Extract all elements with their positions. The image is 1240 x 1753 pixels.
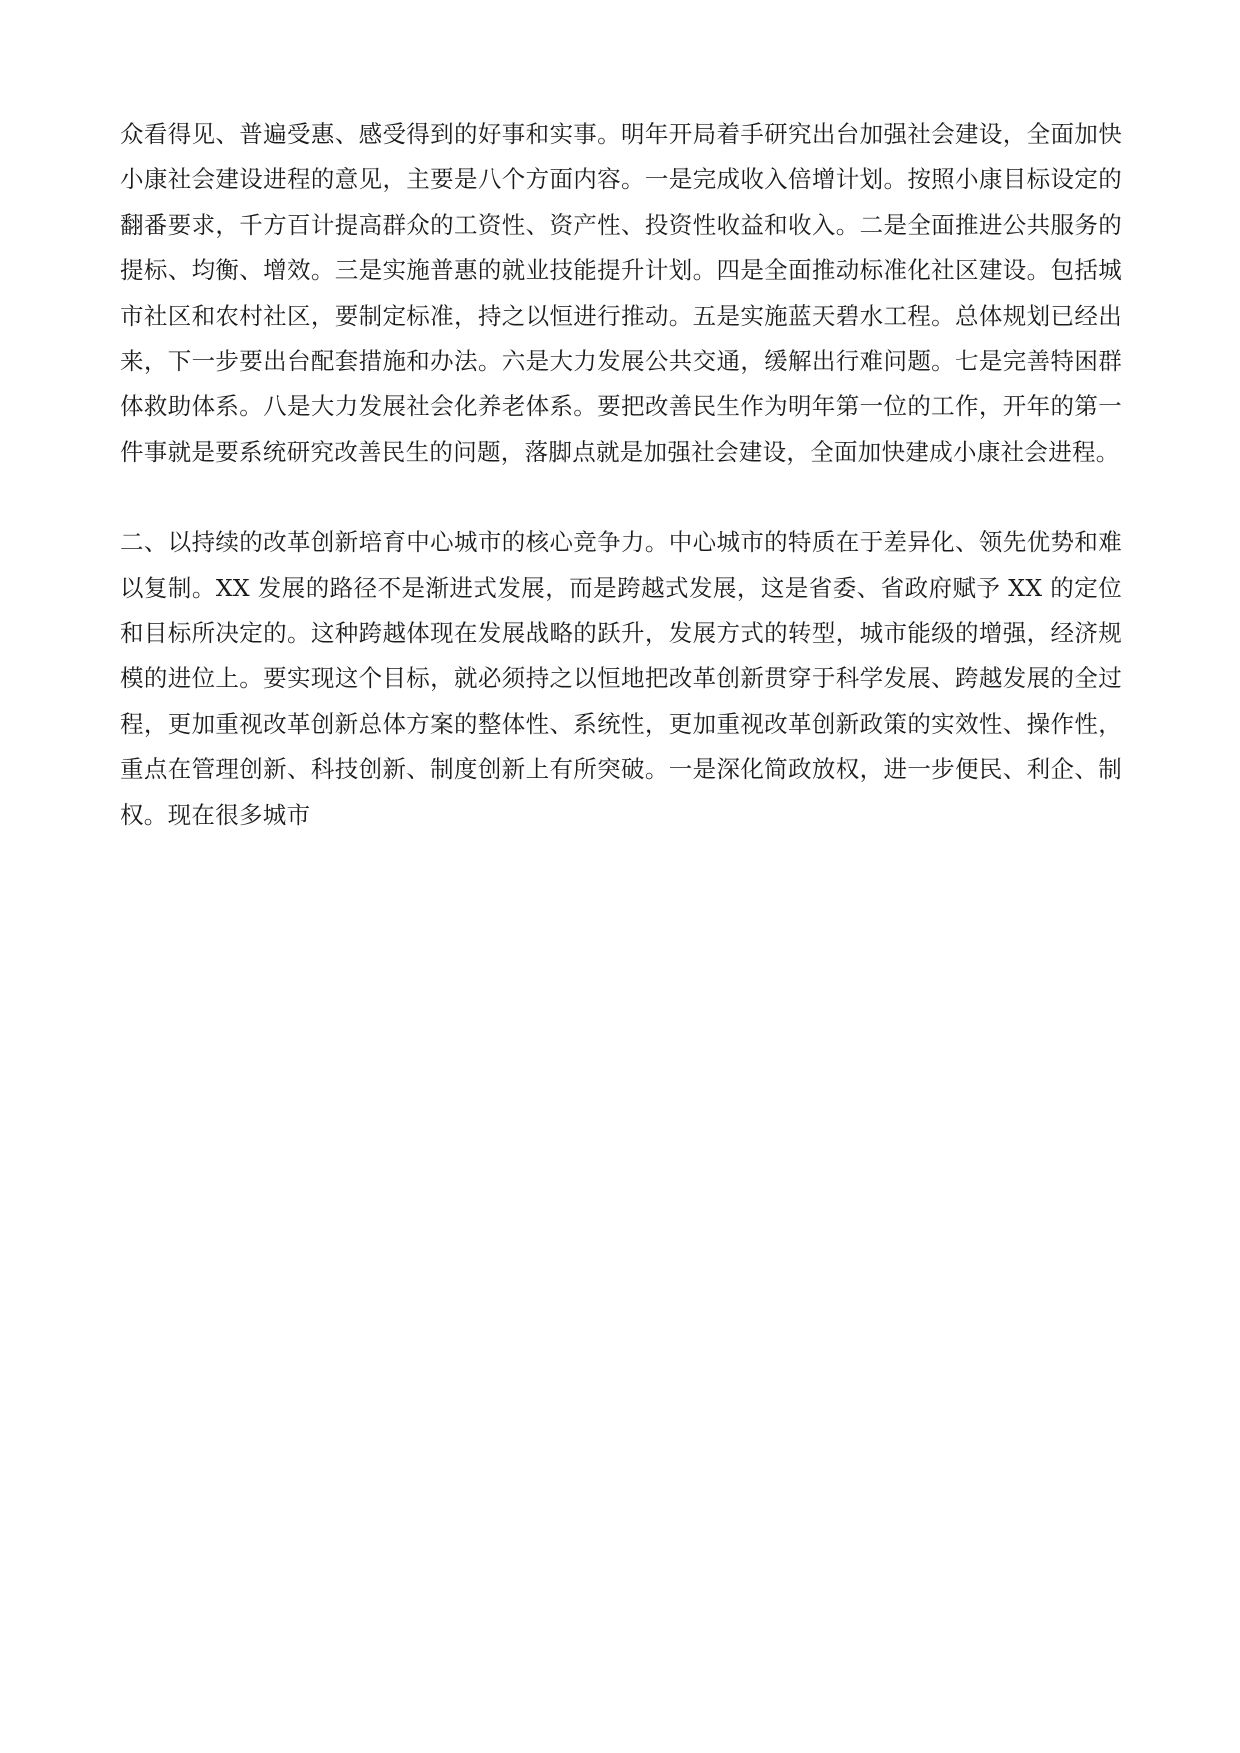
- document-body: [120, 112, 1122, 838]
- paragraph-reform-innovation: 二、以持续的改革创新培育中心城市的核心竞争力。中心城市的特质在于差异化、领先优势和难以复制。XX 发展的路径不是渐进式发展，而是跨越式发展，这是省委、省政府赋予 XX 的定位和目标所决定的。这种跨越体现在发展战略的跃升，发展方式的转型，城市能级的增强，经济规模的进位上。要实现这个目标，就必须持之以恒地把改革创新贯穿于科学发展、跨越发展的全过程，更加重视改革创新总体方案的整体性、系统性，更加重视改革创新政策的实效性、操作性，重点在管理创新、科技创新、制度创新上有所突破。一是深化简政放权，进一步便民、利企、制权。现在很多城市: [120, 528, 1122, 829]
- paragraph-livelihood: 众看得见、普遍受惠、感受得到的好事和实事。明年开局着手研究出台加强社会建设，全面加快小康社会建设进程的意见，主要是八个方面内容。一是完成收入倍增计划。按照小康目标设定的翻番要求，千方百计提高群众的工资性、资产性、投资性收益和收入。二是全面推进公共服务的提标、均衡、增效。三是实施普惠的就业技能提升计划。四是全面推动标准化社区建设。包括城市社区和农村社区，要制定标准，持之以恒进行推动。五是实施蓝天碧水工程。总体规划已经出来，下一步要出台配套措施和办法。六是大力发展公共交通，缓解出行难问题。七是完善特困群体救助体系。八是大力发展社会化养老体系。要把改善民生作为明年第一位的工作，开年的第一件事就是要系统研究改善民生的问题，落脚点就是加强社会建设，全面加快建成小康社会进程。: [120, 120, 1122, 466]
